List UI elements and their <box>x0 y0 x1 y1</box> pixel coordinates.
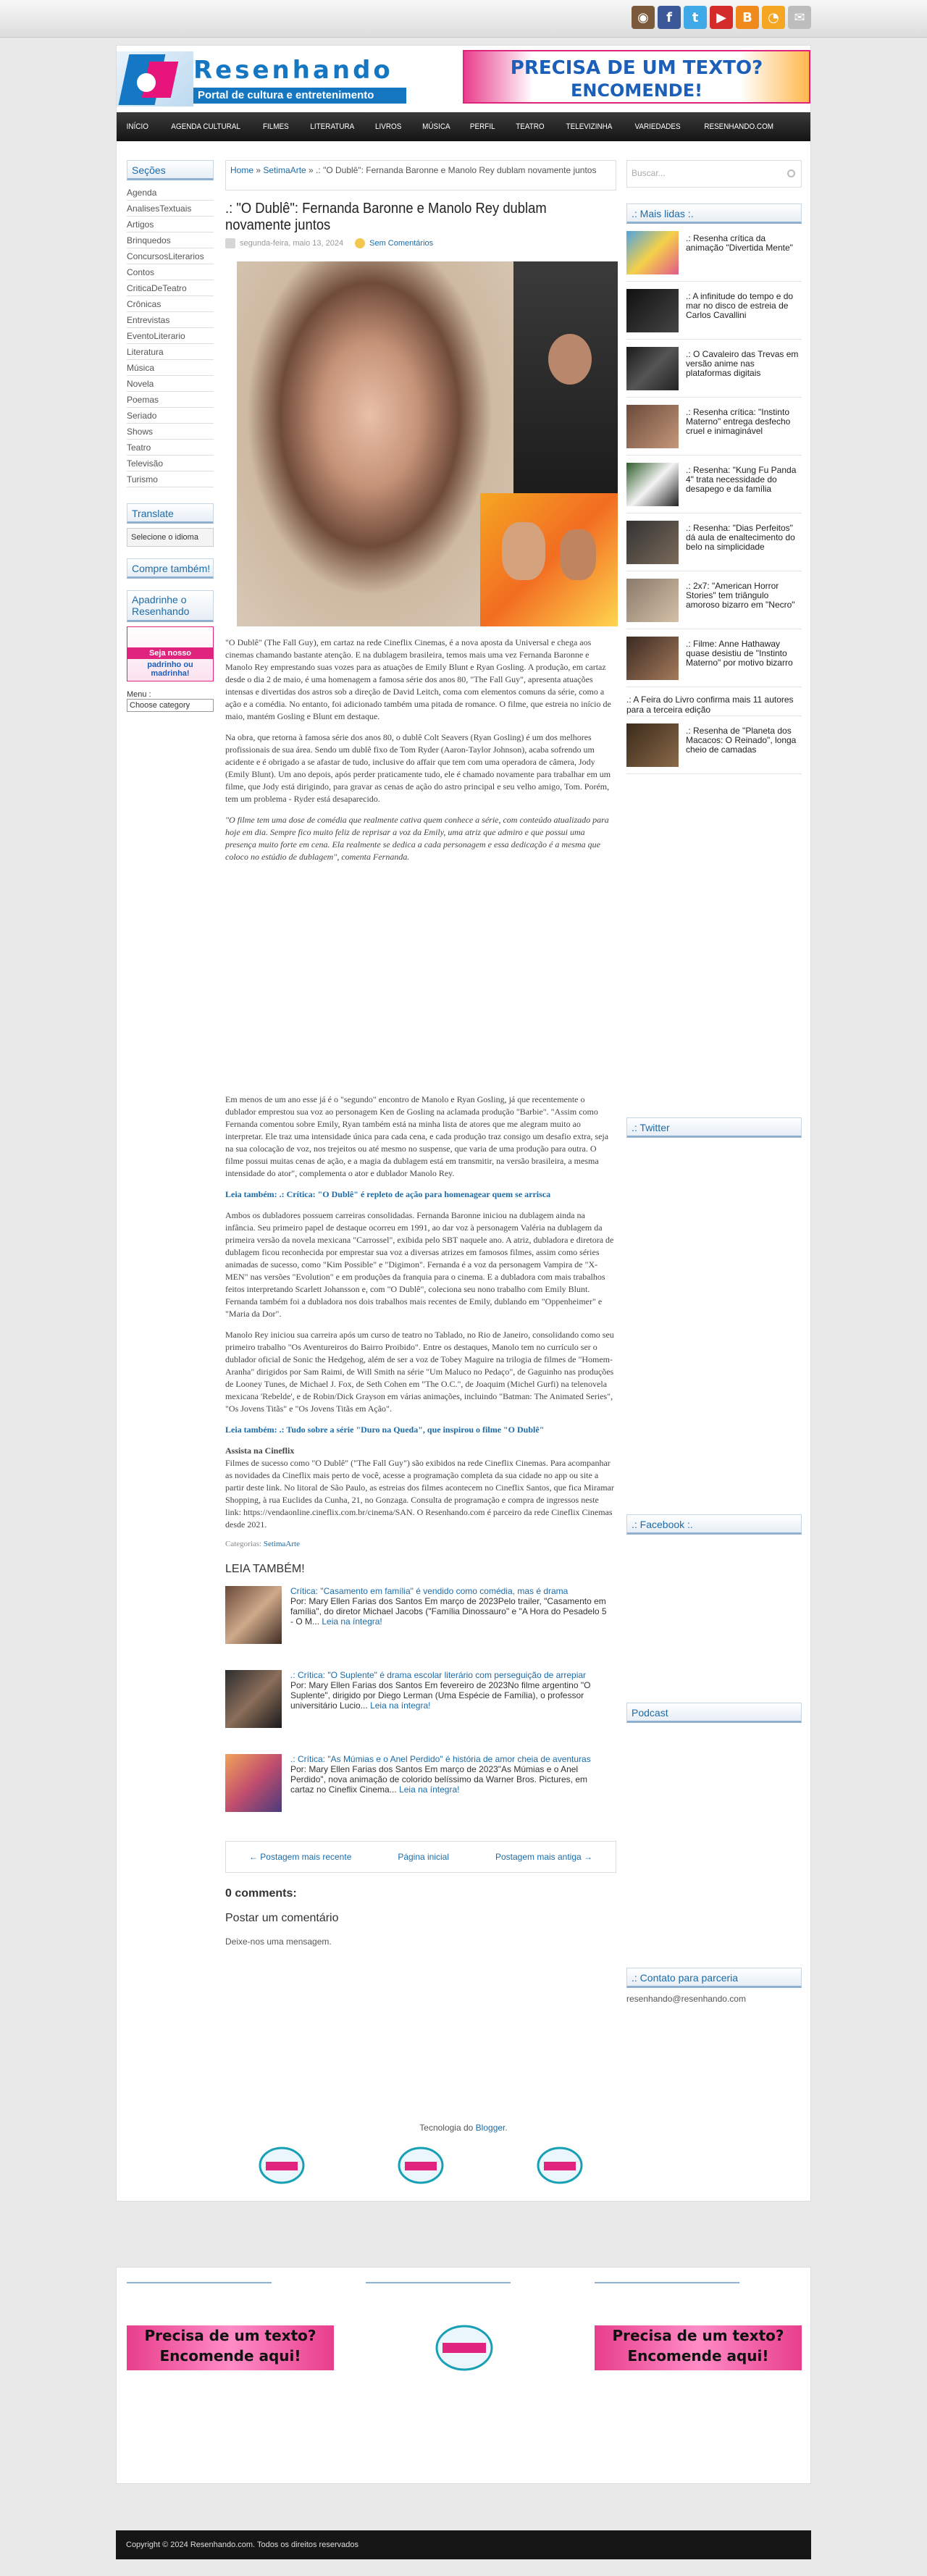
section-link[interactable]: AnalisesTextuais <box>127 201 214 217</box>
calendar-icon <box>225 238 235 248</box>
search-placeholder: Buscar... <box>632 168 666 178</box>
related-text: Por: Mary Ellen Farias dos Santos Em março de 2023Pelo trailer, "Casamento em família", do diretor Michael Jacobs ("Família Dinossauro" e "A Hora do Pesadelo 5 - O M... <box>290 1596 607 1627</box>
translate-select[interactable]: Selecione o idioma <box>127 528 214 547</box>
post-paragraph: "O Dublê" (The Fall Guy), em cartaz na rede Cineflix Cinemas, é a nova aposta da Universal e chega aos cinemas chamando bastante atenção. E na dublagem brasileira, temos mais uma vez Fernanda Baronne e Manolo Rey emprestando suas vozes para as atuações de Emily Blunt e Ryan Gosling. A produção, em cartaz desde o dia 2 de maio, é uma homenagem a famosa série dos anos 80, "The Fall Guy", apresenta atuações intensas e divertidas dos astros sob a direção de David Leitch, coma com elementos comuns da série, como a ação e a comédia. No entanto, foi adicionado também uma pitada de romance. O filme, que estreia no início de maio, mantém Gosling e Blunt em destaque. <box>225 637 611 721</box>
blogger-icon[interactable]: B <box>736 6 759 29</box>
leia-title: LEIA TAMBÉM! <box>225 1563 305 1575</box>
footer-badge-icon[interactable] <box>414 2323 515 2373</box>
promo-line1: Precisa de um texto? <box>144 2327 316 2344</box>
section-link[interactable]: Crônicas <box>127 296 214 312</box>
section-link[interactable]: Contos <box>127 264 214 280</box>
categories-label: Categorias: <box>225 1540 262 1548</box>
popular-title[interactable]: .: 2x7: "American Horror Stories" tem triângulo amoroso bizarro em "Necro" <box>686 581 795 610</box>
ad-space <box>225 872 616 1094</box>
related-thumb <box>225 1586 282 1644</box>
padrinho-line2: padrinho ou madrinha! <box>147 660 193 678</box>
post-title: .: "O Dublê": Fernanda Baronne e Manolo Rey dublam novamente juntos <box>225 201 547 233</box>
blog-badge-icon[interactable] <box>537 2146 583 2185</box>
popular-item[interactable] <box>626 231 802 282</box>
popular-title[interactable]: .: Resenha: "Dias Perfeitos" dá aula de enaltecimento do belo na simplicidade <box>686 523 795 552</box>
footer-col <box>356 2282 573 2383</box>
section-link[interactable]: EventoLiterario <box>127 328 214 344</box>
related-title[interactable]: Crítica: "Casamento em família" é vendido como comédia, mas é drama <box>290 1586 569 1596</box>
post-paragraph: Em menos de um ano esse já é o "segundo" encontro de Manolo e Ryan Gosling, já que recentemente o dublador emprestou sua voz ao personagem Ken de Gosling na aclamada produção "Barbie". "Assim como Fernanda comentou sobre Emily, Ryan também está na minha lista de atores que me alegram muito ao interpretar. Ele traz uma intensidade única para cada cena, e cada produção traz consigo um desafio extra, seja na sua colocação de voz, nos trejeitos ou até mesmo no suspense, que varia de uma produção para outra. O filme possui muitas cenas de ação, e a magia da dublagem está em transmitir, na versão brasileira, a mesma intensidade do ator", complementa o ator e dublador Manolo Rey. <box>225 1094 609 1178</box>
category-link[interactable]: SetimaArte <box>263 1540 300 1548</box>
related-title[interactable]: .: Crítica: "O Suplente" é drama escolar literário com perseguição de arrepiar <box>290 1670 587 1680</box>
related-text: Por: Mary Ellen Farias dos Santos Em março de 2023"As Múmias e o Anel Perdido", nova animação de colorido belíssimo da Warner Bros. Pictures, em cartaz no Cineflix Cinema... <box>290 1764 588 1795</box>
translate-title: Translate <box>127 503 214 524</box>
popular-item[interactable] <box>626 289 802 340</box>
main-nav <box>117 112 810 141</box>
footer-col <box>117 2282 334 2383</box>
related-item[interactable] <box>225 1586 616 1660</box>
section-link[interactable]: Música <box>127 360 214 376</box>
post-date: segunda-feira, maio 13, 2024 <box>240 239 344 248</box>
post-paragraph: Manolo Rey iniciou sua carreira após um curso de teatro no Tablado, no Rio de Janeiro, consolidando como seu primeiro trabalho "Os Aventureiros do Bairro Proibido". Entre os destaques, Manolo tem no currículo ser o dublador oficial de Sonic the Hedgehog, além de ser a voz de Tobey Maguire na trilogia de filmes de "Homem-Aranha" dirigidos por Sam Raimi, de Will Smith na série "Um Maluco no Pedaço", de Gaguinho nas produções de Looney Tunes, de Michael J. Fox, de Seth Cohen em "The O.C.", de Joaquim (Michel Gurfi) na telenovela mexicana 'Rebelde', e de Robin/Dick Grayson em várias animações, incluindo "Batman: The Animated Series", "Os Jovens Titãs" e "Os Jovens Titãs em Ação". <box>225 1330 614 1414</box>
twitter-title: .: Twitter <box>626 1117 802 1138</box>
contato-title: .: Contato para parceria <box>626 1968 802 1988</box>
related-item[interactable] <box>225 1670 616 1744</box>
post-quote: "O filme tem uma dose de comédia que realmente cativa quem conhece a série, com conteúdo atualizado para hoje em dia. Sempre fico muito feliz de reprisar a voz da Emily, uma atriz que admiro e que possui uma presença muito forte em cena. Ela realmente se dedica a cada personagem e essa dedicação é a mesma que coloco no estúdio de dublagem", comenta Fernanda. <box>225 815 609 862</box>
banner-line2: ENCOMENDE! <box>570 80 703 101</box>
newer-post-link[interactable]: ← Postagem mais recente <box>248 1852 352 1862</box>
contato-email[interactable]: resenhando@resenhando.com <box>626 1994 746 2004</box>
left-sidebar <box>127 160 214 712</box>
post-hero-image <box>237 261 618 626</box>
home-link[interactable]: Página inicial <box>398 1852 450 1862</box>
section-link[interactable]: Agenda <box>127 185 214 201</box>
copyright: Copyright © 2024 Resenhando.com. Todos os direitos reservados <box>116 2530 811 2559</box>
promo-banner[interactable] <box>127 2325 334 2370</box>
post-paragraph: Na obra, que retorna à famosa série dos anos 80, o dublê Colt Seavers (Ryan Gosling) é um dos melhores profissionais de sua área. Sendo um dublê fixo de Tom Ryder (Aaron-Taylor Johnson), acaba sofrendo um acidente e é obrigado a se afastar de tudo, inclusive do affair que tem com uma operadora de câmera, Jody (Emily Blunt). Um ano depois, após perder praticamente tudo, ele é chamado novamente para trabalhar em um filme, que Jody está dirigindo, para gravar as cenas de ação do astro principal e seu velho amigo, Tom. Porém, tem um problema - Ryder está desaparecido. <box>225 732 611 804</box>
youtube-icon[interactable]: ▶ <box>710 6 733 29</box>
facebook-title: .: Facebook :. <box>626 1514 802 1535</box>
related-title[interactable]: .: Crítica: "As Múmias e o Anel Perdido" é história de amor cheia de aventuras <box>290 1754 591 1764</box>
breadcrumb-category[interactable]: SetimaArte <box>263 165 306 175</box>
powered-text: Tecnologia do <box>419 2123 474 2133</box>
related-thumb <box>225 1754 282 1812</box>
popular-title[interactable]: .: Resenha crítica: "Instinto Materno" entrega desfecho cruel e inimaginável <box>686 407 791 436</box>
post-comment-title: Postar um comentário <box>225 1912 339 1924</box>
leave-message: Deixe-nos uma mensagem. <box>225 1937 332 1947</box>
blogger-link[interactable]: Blogger. <box>475 2123 508 2133</box>
twitter-icon[interactable]: t <box>684 6 707 29</box>
section-link[interactable]: ConcursosLiterarios <box>127 248 214 264</box>
blog-badge-icon[interactable] <box>398 2146 444 2185</box>
post-paragraph: Ambos os dubladores possuem carreiras consolidadas. Fernanda Baronne iniciou na dublagem ainda na infância. Seu primeiro papel de destaque ocorreu em 1991, ao dar voz à personagem Valéria na dublagem da primeira versão da novela mexicana "Carrossel", exibida pelo SBT naquele ano. A atriz, dubladora e diretora de dublagem ficou reconhecida por emprestar sua voz a diversas atrizes em famosos filmes, assim como séries animadas de sucesso, como "Kim Possible" e "Digimon". Fernanda é a voz da personagem Vampira de "X-MEN" nas versões "Evolution" e em produções da franquia para o cinema. E a dubladora com mais trabalhos feitos interpretando Scarlett Johansson e, com "O Dublê", coleciona seu nono trabalho com Emily Blunt. Fernanda também foi a dubladora nos dois trabalhos mais recentes de Emily, dublando em "Oppenheimer" e "Maria da Dor". <box>225 1210 614 1319</box>
post-main <box>225 160 616 1947</box>
footer-widgets <box>116 2267 811 2484</box>
header-banner[interactable] <box>463 50 810 104</box>
post-meta <box>225 238 616 248</box>
comment-icon <box>355 238 365 248</box>
breadcrumb-current: » .: "O Dublê": Fernanda Baronne e Manolo Rey dublam novamente juntos <box>306 165 597 175</box>
related-item[interactable] <box>225 1754 616 1828</box>
popular-item[interactable] <box>626 463 802 513</box>
nav-item-literatura[interactable]: LITERATURA <box>309 122 354 131</box>
nav-item-teatro[interactable]: TEATRO <box>516 122 545 131</box>
nav-item-resenhando[interactable]: RESENHANDO.COM <box>703 122 773 131</box>
related-text: Por: Mary Ellen Farias dos Santos Em fevereiro de 2023No filme argentino "O Suplente", dirigido por Diego Lerman (Uma Espécie de Família), o professor universitário Lucio... <box>290 1680 591 1711</box>
blog-badge-icon[interactable] <box>259 2146 305 2185</box>
section-link[interactable]: Teatro <box>127 440 214 456</box>
nav-item-livros[interactable]: LIVROS <box>375 122 402 131</box>
section-link[interactable]: Seriado <box>127 408 214 424</box>
comments-count: 0 comments: <box>225 1887 297 1900</box>
promo-line2: Encomende aqui! <box>627 2347 769 2365</box>
popular-title[interactable]: .: Resenha de "Planeta dos Macacos: O Reinado", longa cheio de camadas <box>686 726 797 755</box>
promo-line2: Encomende aqui! <box>159 2347 301 2365</box>
section-link[interactable]: Turismo <box>127 471 214 487</box>
popular-item[interactable] <box>626 347 802 398</box>
nav-item-perfil[interactable]: PERFIL <box>470 122 495 131</box>
popular-title[interactable]: .: Filme: Anne Hathaway quase desistiu de "Instinto Materno" por motivo bizarro <box>686 639 793 668</box>
post-paragraph: Filmes de sucesso como "O Dublê" ("The Fall Guy") são exibidos na rede Cineflix Cinemas. Para acompanhar as novidades da Cineflix mais perto de você, acesse a programação completa da sua cidade no app ou site a partir deste link. No litoral de São Paulo, as estreias dos filmes acontecem no Cineflix Santos, que fica Miramar Shopping, à rua Euclides da Cunha, 21, no Gonzaga. Consulta de programação e compra de ingressos neste link: https://vendaonline.cineflix.com.br/cinema/SAN. O Resenhando.com é parceiro da rede Cineflix Cinemas desde 2021. <box>225 1458 614 1530</box>
popular-title[interactable]: .: Resenha: "Kung Fu Panda 4" trata necessidade do desapego e da família <box>686 465 797 494</box>
logo-mark-icon <box>117 51 193 106</box>
nav-item-agenda[interactable]: AGENDA CULTURAL <box>170 122 240 131</box>
right-sidebar <box>626 160 802 2004</box>
related-link[interactable]: Leia também: .: Crítica: "O Dublê" é repleto de ação para homenagear quem se arrisca <box>225 1189 551 1199</box>
popular-title[interactable]: .: O Cavaleiro das Trevas em versão anime nas plataformas digitais <box>686 349 799 378</box>
section-link[interactable]: Televisão <box>127 456 214 471</box>
top-bar <box>0 0 927 38</box>
logo-subtitle: Portal de cultura e entretenimento <box>193 88 406 104</box>
search-input[interactable] <box>626 160 802 188</box>
banner-line1: PRECISA DE UM TEXTO? <box>510 57 763 79</box>
post-categories <box>225 1540 616 1548</box>
popular-text-item[interactable]: .: A Feira do Livro confirma mais 11 autores para a terceira edição <box>626 695 802 716</box>
section-link[interactable]: Poemas <box>127 392 214 408</box>
post-pager <box>225 1841 616 1873</box>
promo-banner[interactable] <box>595 2325 802 2370</box>
compre-title: Compre também! <box>127 558 214 579</box>
mais-lidas-title: .: Mais lidas :. <box>626 204 802 224</box>
search-icon[interactable] <box>787 169 795 177</box>
padrinho-line1: Seja nosso <box>127 647 213 659</box>
read-more-link[interactable]: Leia na íntegra! <box>322 1616 382 1627</box>
related-link[interactable]: Leia também: .: Tudo sobre a série "Duro na Queda", que inspirou o filme "O Dublê" <box>225 1425 545 1435</box>
read-more-link[interactable]: Leia na íntegra! <box>370 1700 431 1711</box>
sections-title: Seções <box>127 160 214 180</box>
section-link[interactable]: CriticaDeTeatro <box>127 280 214 296</box>
mail-icon[interactable]: ✉ <box>788 6 811 29</box>
section-link[interactable]: Novela <box>127 376 214 392</box>
site-logo[interactable] <box>117 51 406 106</box>
read-more-link[interactable]: Leia na íntegra! <box>399 1784 460 1795</box>
nav-item-inicio[interactable]: INÍCIO <box>126 122 148 131</box>
breadcrumb: Home » SetimaArte » .: "O Dublê": Fernanda Baronne e Manolo Rey dublam novamente juntos <box>225 160 616 190</box>
assista-title: Assista na Cineflix <box>225 1446 295 1456</box>
powered-by <box>117 2123 810 2133</box>
category-select[interactable]: Choose category <box>127 699 214 712</box>
post-body <box>225 637 616 1531</box>
popular-item[interactable] <box>626 521 802 571</box>
section-link[interactable]: Artigos <box>127 217 214 232</box>
padrinho-title: Apadrinhe o Resenhando <box>127 590 214 622</box>
social-icons <box>632 6 811 29</box>
popular-item[interactable] <box>626 579 802 629</box>
comments-link[interactable]: Sem Comentários <box>369 239 434 248</box>
instagram-icon[interactable]: ◉ <box>632 6 655 29</box>
nav-item-televizinha[interactable]: TELEVIZINHA <box>566 122 612 131</box>
popular-item[interactable] <box>626 637 802 687</box>
older-post-link[interactable]: Postagem mais antiga → <box>495 1852 593 1862</box>
footer-col <box>584 2282 802 2383</box>
page-wrapper <box>116 45 811 2202</box>
nav-item-filmes[interactable]: FILMES <box>262 122 289 131</box>
menu-label: Menu : <box>127 690 151 699</box>
section-link[interactable]: Shows <box>127 424 214 440</box>
popular-title[interactable]: .: Resenha crítica da animação "Divertida Mente" <box>686 233 793 253</box>
popular-title[interactable]: .: A infinitude do tempo e do mar no disco de estreia de Carlos Cavallini <box>686 291 794 320</box>
podcast-title: Podcast <box>626 1703 802 1723</box>
rss-icon[interactable]: ◔ <box>762 6 785 29</box>
promo-line1: Precisa de um texto? <box>612 2327 784 2344</box>
padrinho-banner[interactable] <box>127 626 214 681</box>
section-link[interactable]: Entrevistas <box>127 312 214 328</box>
nav-item-variedades[interactable]: VARIEDADES <box>634 122 681 131</box>
popular-item[interactable] <box>626 723 802 774</box>
facebook-icon[interactable]: f <box>658 6 681 29</box>
section-link[interactable]: Literatura <box>127 344 214 360</box>
nav-item-musica[interactable]: MÚSICA <box>421 122 450 131</box>
breadcrumb-home[interactable]: Home <box>230 165 254 175</box>
logo-title: Resenhando <box>193 56 393 85</box>
popular-item[interactable] <box>626 405 802 456</box>
related-thumb <box>225 1670 282 1728</box>
section-link[interactable]: Brinquedos <box>127 232 214 248</box>
